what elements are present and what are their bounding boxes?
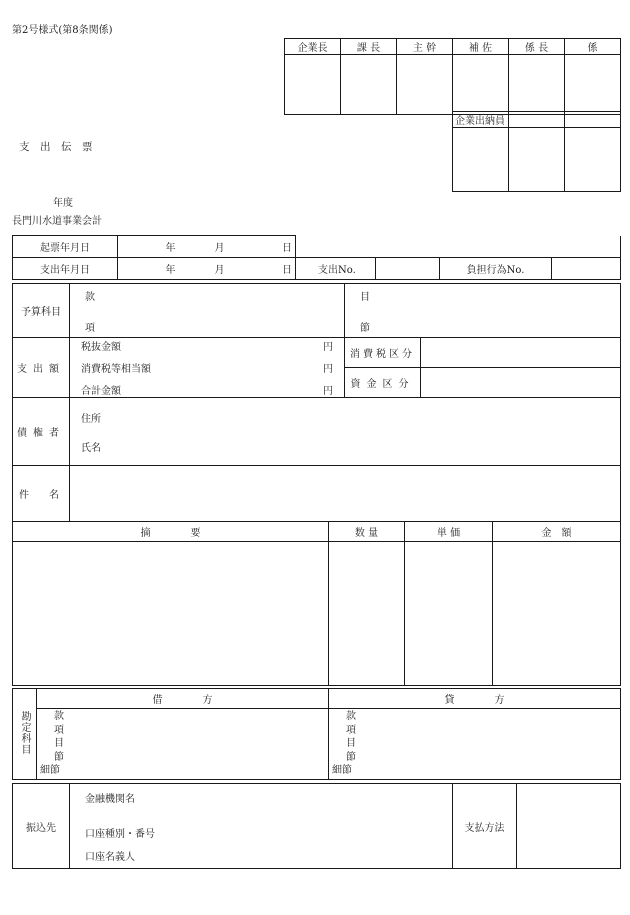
budget-kan-kou[interactable] xyxy=(70,284,345,338)
document-title: 支 出 伝 票 xyxy=(19,141,93,153)
transfer-label: 振込先 xyxy=(13,784,70,869)
approval-stamp-table xyxy=(284,38,621,115)
stamp-box[interactable] xyxy=(453,55,509,115)
obligation-no-field[interactable] xyxy=(552,258,621,280)
stamp-box[interactable] xyxy=(565,128,621,192)
yen-unit: 円 xyxy=(323,386,333,397)
budget-kan: 款 xyxy=(85,291,95,303)
tax-class-field[interactable] xyxy=(421,338,621,368)
transfer-table xyxy=(12,783,621,869)
account-type-label: 口座種別・番号 xyxy=(85,828,155,840)
stamp-box[interactable] xyxy=(397,55,453,115)
issue-date-label: 起票年月日 xyxy=(13,236,118,258)
treasurer-stamp-table xyxy=(452,111,621,192)
approval-header-unit-chief: 係 長 xyxy=(509,39,565,55)
issue-day[interactable]: 日 xyxy=(228,236,296,258)
credit-field[interactable] xyxy=(329,709,621,780)
obligation-no-label: 負担行為No. xyxy=(440,258,552,280)
account-name: 長門川水道事業会計 xyxy=(12,216,102,227)
credit-saisetsu: 細節 xyxy=(332,765,352,777)
account-title-label xyxy=(13,689,37,780)
creditor-address-label: 住所 xyxy=(81,413,101,425)
quantity-field[interactable] xyxy=(329,542,405,686)
credit-header: 貸 方 xyxy=(329,689,621,709)
payment-day[interactable]: 日 xyxy=(228,258,296,280)
debit-kan: 款 xyxy=(54,711,64,723)
dates-table xyxy=(12,235,621,280)
budget-item-label: 予算科目 xyxy=(13,284,70,338)
budget-moku: 目 xyxy=(360,291,370,303)
stamp-box[interactable] xyxy=(509,128,565,192)
account-holder-label: 口座名義人 xyxy=(85,851,135,863)
creditor-details[interactable] xyxy=(70,398,621,466)
credit-moku: 目 xyxy=(346,738,356,750)
quantity-header: 数 量 xyxy=(329,522,405,542)
credit-kan: 款 xyxy=(346,711,356,723)
payment-method-label: 支払方法 xyxy=(453,784,517,869)
payment-month[interactable]: 月 xyxy=(178,258,228,280)
issue-month[interactable]: 月 xyxy=(178,236,228,258)
payment-no-label: 支出No. xyxy=(296,258,376,280)
credit-kou: 項 xyxy=(346,724,356,736)
expenditure-label: 支出額 xyxy=(13,338,70,398)
fund-class-field[interactable] xyxy=(421,368,621,398)
stamp-box[interactable] xyxy=(341,55,397,115)
approval-header-ceo: 企業長 xyxy=(285,39,341,55)
debit-header: 借 方 xyxy=(37,689,329,709)
issue-year[interactable]: 年 xyxy=(118,236,178,258)
treasurer-header: 企業出納員 xyxy=(453,112,509,128)
approval-header-staff: 係 xyxy=(565,39,621,55)
payment-method-field[interactable] xyxy=(517,784,621,869)
tax-class-label: 消費税区分 xyxy=(345,338,421,368)
yen-unit: 円 xyxy=(323,364,333,375)
unit-price-field[interactable] xyxy=(405,542,493,686)
subject-label: 件 名 xyxy=(13,466,70,522)
stamp-box[interactable] xyxy=(509,55,565,115)
payment-date-label: 支出年月日 xyxy=(13,258,118,280)
payment-year[interactable]: 年 xyxy=(118,258,178,280)
approval-header-assistant: 補 佐 xyxy=(453,39,509,55)
creditor-name-label: 氏名 xyxy=(81,442,101,454)
summary-header: 摘 要 xyxy=(13,522,329,542)
debit-field[interactable] xyxy=(37,709,329,780)
transfer-details[interactable] xyxy=(70,784,453,869)
credit-setsu: 節 xyxy=(346,751,356,763)
bank-name-label: 金融機関名 xyxy=(85,793,135,805)
creditor-label: 債権者 xyxy=(13,398,70,466)
amount-excl-tax-label: 税抜金額 xyxy=(81,342,121,353)
debit-moku: 目 xyxy=(54,738,64,750)
payment-no-field[interactable] xyxy=(376,258,440,280)
unit-price-header: 単 価 xyxy=(405,522,493,542)
debit-kou: 項 xyxy=(54,724,64,736)
account-title-text: 勘定科目 xyxy=(19,710,30,755)
fiscal-year-label: 年度 xyxy=(53,198,73,209)
expenditure-amounts[interactable] xyxy=(70,338,345,398)
amount-header: 金 額 xyxy=(493,522,621,542)
subject-field[interactable] xyxy=(70,466,621,522)
accounts-table xyxy=(12,688,621,780)
summary-field[interactable] xyxy=(13,542,329,686)
stamp-box[interactable] xyxy=(285,55,341,115)
debit-setsu: 節 xyxy=(54,751,64,763)
stamp-box[interactable] xyxy=(565,55,621,115)
form-number: 第2号様式(第8条関係) xyxy=(12,25,113,36)
budget-moku-setsu[interactable] xyxy=(345,284,621,338)
consumption-tax-label: 消費税等相当額 xyxy=(81,364,151,375)
debit-saisetsu: 細節 xyxy=(40,765,60,777)
approval-header-director: 主 幹 xyxy=(397,39,453,55)
stamp-box[interactable] xyxy=(453,128,509,192)
approval-header-section-chief: 課 長 xyxy=(341,39,397,55)
total-amount-label: 合計金額 xyxy=(81,386,121,397)
main-info-table xyxy=(12,283,621,522)
budget-setsu: 節 xyxy=(360,322,370,334)
budget-kou: 項 xyxy=(85,322,95,334)
detail-table xyxy=(12,521,621,686)
amount-field[interactable] xyxy=(493,542,621,686)
yen-unit: 円 xyxy=(323,342,333,353)
fund-class-label: 資金区分 xyxy=(345,368,421,398)
